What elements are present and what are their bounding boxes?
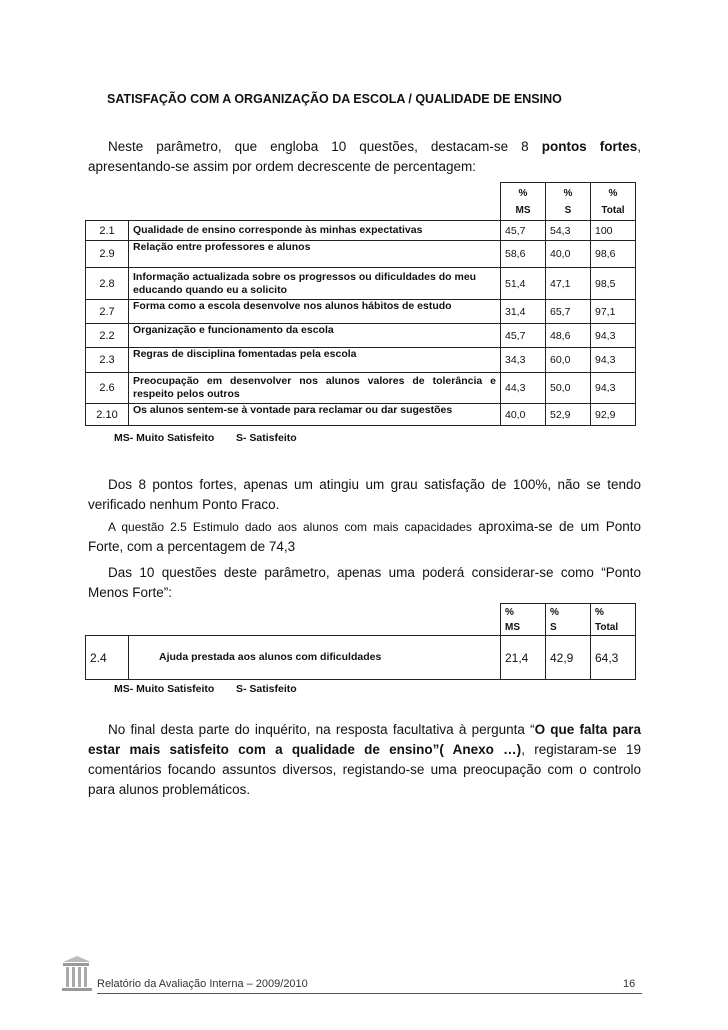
row-total: 94,3 [591, 324, 636, 348]
row-ms: 58,6 [501, 241, 546, 268]
school-logo [60, 955, 94, 997]
header-s-pct: % [550, 606, 559, 618]
table-row [86, 348, 636, 373]
table-row [86, 373, 636, 404]
row-ms: 44,3 [501, 373, 546, 404]
row-desc: Relação entre professores e alunos [129, 241, 501, 268]
row-code: 2.2 [86, 324, 129, 348]
intro-text-end: , apresentando-se assim por ordem decrescente de percentagem: [88, 139, 641, 174]
row-total: 100 [591, 221, 636, 241]
table-row [86, 324, 636, 348]
row-ms: 21,4 [501, 636, 546, 680]
intro-paragraph [88, 137, 641, 177]
row-code: 2.10 [86, 404, 129, 426]
row-ms: 45,7 [501, 221, 546, 241]
footer-divider [97, 993, 642, 994]
final-bold: O que falta para estar mais satisfeito com a qualidade de ensino”( Anexo …) [88, 722, 641, 757]
row-code: 2.4 [86, 636, 129, 680]
legend-s-2: S- Satisfeito [236, 683, 297, 695]
header-ms: MS [505, 621, 520, 633]
row-s: 42,9 [546, 636, 591, 680]
row-desc: Ajuda prestada aos alunos com dificuldades [129, 636, 501, 680]
row-total: 98,6 [591, 241, 636, 268]
table-row [86, 268, 636, 300]
row-desc: Organização e funcionamento da escola [129, 324, 501, 348]
row-s: 65,7 [546, 300, 591, 324]
header-ms: MS [515, 204, 531, 216]
row-desc: Os alunos sentem-se à vontade para reclamar ou dar sugestões [129, 404, 501, 426]
intro-bold: pontos fortes [541, 139, 638, 154]
row-desc: Qualidade de ensino corresponde às minhas expectativas [129, 221, 501, 241]
row-ms: 31,4 [501, 300, 546, 324]
row-ms: 40,0 [501, 404, 546, 426]
footer-text: Relatório da Avaliação Interna – 2009/2010 [97, 978, 308, 990]
row-desc: Regras de disciplina fomentadas pela escola [129, 348, 501, 373]
table-row [86, 636, 636, 680]
row-s: 52,9 [546, 404, 591, 426]
row-total: 64,3 [591, 636, 636, 680]
table-row [86, 404, 636, 426]
final-text: No final desta parte do inquérito, na resposta facultativa à pergunta “ [108, 722, 535, 737]
table-row [86, 221, 636, 241]
question-25-text: A questão 2.5 Estimulo dado aos alunos com mais capacidades [108, 520, 472, 534]
paragraph-final [88, 720, 641, 800]
row-desc: Informação actualizada sobre os progressos ou dificuldades do meu educando quando eu a solicito [129, 268, 501, 300]
row-s: 40,0 [546, 241, 591, 268]
row-ms: 51,4 [501, 268, 546, 300]
header-total: Total [601, 204, 625, 216]
row-code: 2.1 [86, 221, 129, 241]
header-ms-pct: % [505, 606, 514, 618]
strong-points-table [85, 182, 636, 426]
table-row [86, 241, 636, 268]
paragraph-strong-points: Dos 8 pontos fortes, apenas um atingiu um grau satisfação de 100%, não se tendo verificado nenhum Ponto Fraco. [88, 477, 641, 512]
question-25-rest: aproxima-se de um Ponto Forte, com a percentagem de 74,3 [88, 519, 641, 554]
row-desc: Preocupação em desenvolver nos alunos valores de tolerância e respeito pelos outros [129, 373, 501, 404]
final-text-end: , registaram-se 19 comentários focando assuntos diversos, registando-se uma preocupação com o controlo para alunos problemáticos. [88, 742, 641, 797]
legend-ms-2: MS- Muito Satisfeito [114, 683, 215, 695]
section-title: SATISFAÇÃO COM A ORGANIZAÇÃO DA ESCOLA / QUALIDADE DE ENSINO [107, 92, 562, 106]
row-s: 54,3 [546, 221, 591, 241]
row-desc: Forma como a escola desenvolve nos alunos hábitos de estudo [129, 300, 501, 324]
legend-s: S- Satisfeito [236, 432, 297, 444]
header-total-pct: % [608, 187, 618, 199]
row-code: 2.7 [86, 300, 129, 324]
paragraph-less-strong: Das 10 questões deste parâmetro, apenas uma poderá considerar-se como “Ponto Menos Forte”: [88, 565, 641, 600]
header-s: S [564, 204, 572, 216]
row-s: 48,6 [546, 324, 591, 348]
less-strong-table [85, 603, 636, 680]
row-code: 2.8 [86, 268, 129, 300]
page-number: 16 [623, 978, 636, 990]
row-s: 47,1 [546, 268, 591, 300]
row-total: 98,5 [591, 268, 636, 300]
row-s: 60,0 [546, 348, 591, 373]
row-ms: 34,3 [501, 348, 546, 373]
row-code: 2.3 [86, 348, 129, 373]
row-ms: 45,7 [501, 324, 546, 348]
header-total-pct: % [595, 606, 604, 618]
intro-text: Neste parâmetro, que engloba 10 questões, destacam-se 8 [108, 139, 542, 154]
row-total: 92,9 [591, 404, 636, 426]
row-total: 94,3 [591, 373, 636, 404]
paragraph-question-25 [88, 517, 641, 557]
legend-ms: MS- Muito Satisfeito [114, 432, 215, 444]
row-code: 2.6 [86, 373, 129, 404]
header-ms-pct: % [518, 187, 528, 199]
row-s: 50,0 [546, 373, 591, 404]
row-code: 2.9 [86, 241, 129, 268]
table-row [86, 300, 636, 324]
header-s: S [550, 621, 557, 633]
row-total: 97,1 [591, 300, 636, 324]
header-s-pct: % [563, 187, 573, 199]
row-total: 94,3 [591, 348, 636, 373]
header-total: Total [595, 621, 619, 633]
